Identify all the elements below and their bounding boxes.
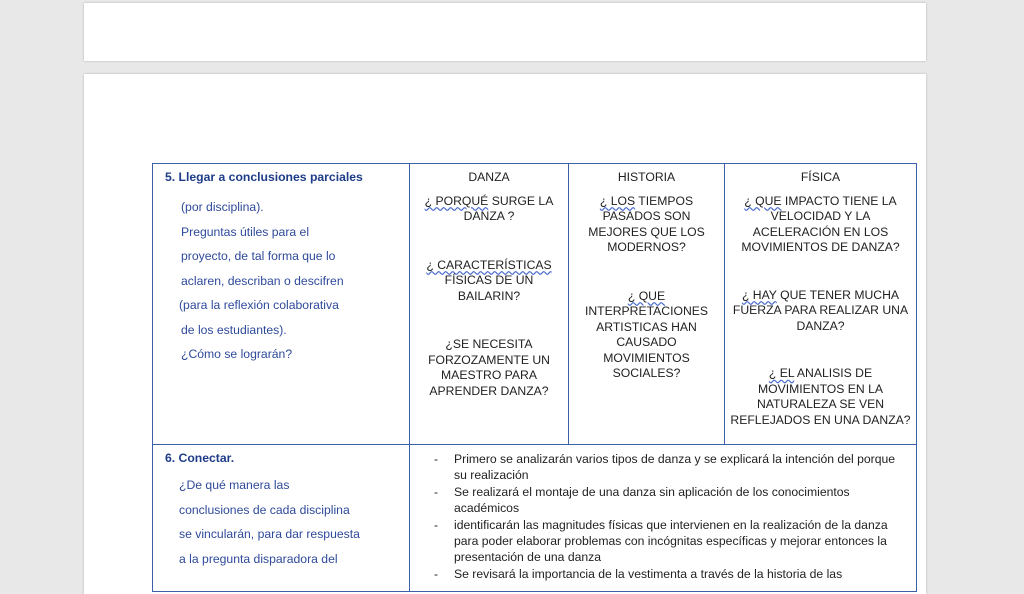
document-page [84, 74, 926, 594]
historia-column [569, 164, 725, 445]
list-item: - Se revisará la importancia de la vestimenta a través de la historia de las [434, 566, 910, 582]
table-row [153, 445, 917, 592]
list-item: - Se realizará el montaje de una danza sin aplicación de los conocimientos académicos [434, 484, 910, 517]
text-line: ¿De qué manera las [179, 478, 290, 492]
project-table [152, 163, 917, 592]
text-line: conclusiones de cada disciplina [179, 502, 350, 517]
column-title: FÍSICA [800, 170, 841, 184]
question: ¿ QUE IMPACTO TIENE LA VELOCIDAD Y LA ACELERACIÓN EN LOS MOVIMIENTOS DE DANZA? [741, 193, 900, 254]
text-line: (para la reflexión colaborativa [179, 298, 339, 312]
text-line: Preguntas útiles para el [181, 224, 310, 239]
text-line: se vincularán, para dar respuesta [179, 527, 360, 541]
table-row [153, 164, 917, 445]
conclusions-heading: 5. Llegar a conclusiones parciales [165, 170, 363, 184]
connect-bullets-cell [410, 445, 917, 592]
column-title: HISTORIA [617, 170, 676, 184]
text-line: a la pregunta disparadora del [179, 551, 338, 566]
question: ¿ EL ANALISIS DE MOVIMIENTOS EN LA NATURALEZA SE VEN REFLEJADOS EN UNA DANZA? [730, 366, 911, 427]
connect-bullet-list [410, 445, 916, 582]
previous-page [84, 3, 926, 61]
text-line: de los estudiantes). [181, 322, 287, 337]
question: ¿SE NECESITA FORZOZAMENTE UN MAESTRO PARA APRENDER DANZA? [428, 337, 550, 398]
danza-column [410, 164, 569, 445]
column-title: DANZA [468, 170, 510, 184]
question: ¿ CARACTERÍSTICAS FÍSICAS DE UN BAILARIN? [426, 257, 552, 303]
question: ¿ QUE INTERPRETACIONES ARTISTICAS HAN CAUSADO MOVIMIENTOS SOCIALES? [584, 288, 709, 380]
list-item: - identificarán las magnitudes físicas que intervienen en la realización de la danza para poder elaborar problemas con incógnitas específicas y mejorar entonces la presentación de una danza [434, 517, 910, 566]
conclusions-cell [153, 164, 410, 445]
text-line: proyecto, de tal forma que lo [181, 249, 336, 263]
connect-cell [153, 445, 410, 592]
text-line: aclaren, describan o descifren [181, 273, 344, 288]
fisica-column [725, 164, 917, 445]
list-item: - Primero se analizarán varios tipos de danza y se explicará la intención del porque su realización [434, 451, 910, 484]
question: ¿ PORQUÉ SURGE LA DANZA ? [424, 193, 554, 223]
question: ¿ HAY QUE TENER MUCHA FUERZA PARA REALIZAR UNA DANZA? [732, 287, 909, 333]
connect-heading: 6. Conectar. [165, 451, 235, 465]
question: ¿ LOS TIEMPOS PASADOS SON MEJORES QUE LOS MODERNOS? [588, 193, 705, 254]
text-line: ¿Cómo se lograrán? [181, 347, 293, 361]
text-line: (por disciplina). [181, 200, 264, 214]
